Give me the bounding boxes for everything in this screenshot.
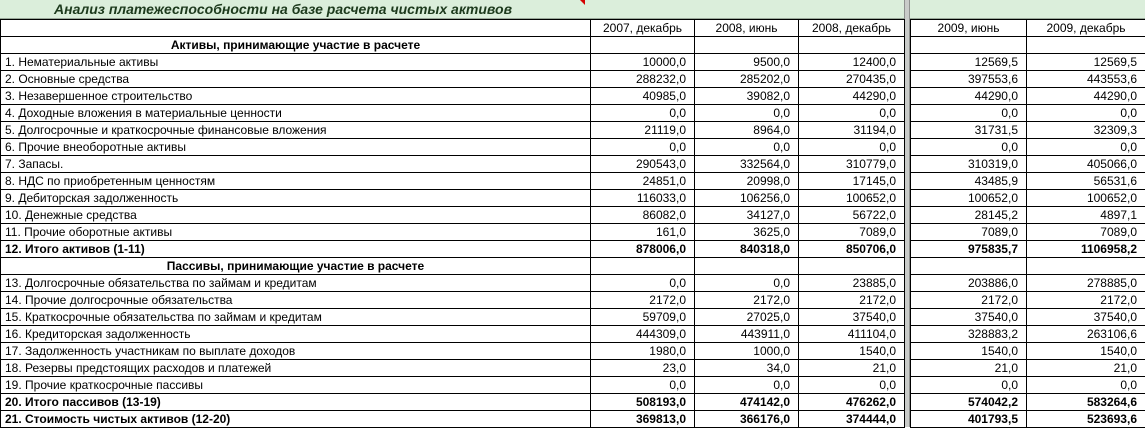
comment-indicator-icon	[580, 0, 585, 5]
value-cell[interactable]: 443911,0	[695, 326, 799, 343]
value-cell[interactable]: 43485,9	[911, 173, 1027, 190]
value-cell[interactable]: 116033,0	[591, 190, 695, 207]
table-row	[911, 173, 1145, 190]
value-cell[interactable]: 21119,0	[591, 122, 695, 139]
row-label[interactable]: 15. Краткосрочные обязательства по займам и кредитам	[1, 309, 591, 326]
value-cell[interactable]: 0,0	[911, 377, 1027, 394]
value-cell[interactable]: 21,0	[799, 360, 905, 377]
empty-cell[interactable]	[695, 258, 799, 275]
value-cell[interactable]: 7089,0	[1027, 224, 1145, 241]
row-label[interactable]: 12. Итого активов (1-11)	[1, 241, 591, 258]
table-row	[911, 309, 1145, 326]
table-row	[911, 139, 1145, 156]
row-label[interactable]: 4. Доходные вложения в материальные ценности	[1, 105, 591, 122]
section-row	[1, 37, 905, 54]
value-cell[interactable]: 12569,5	[1027, 54, 1145, 71]
value-cell[interactable]: 310319,0	[911, 156, 1027, 173]
value-cell[interactable]: 583264,6	[1027, 394, 1145, 411]
value-cell[interactable]: 12400,0	[799, 54, 905, 71]
table-row	[1, 326, 905, 343]
row-label[interactable]: 7. Запасы.	[1, 156, 591, 173]
value-cell[interactable]: 574042,2	[911, 394, 1027, 411]
value-cell[interactable]: 17145,0	[799, 173, 905, 190]
value-cell[interactable]: 2172,0	[1027, 292, 1145, 309]
period-header[interactable]: 2009, июнь	[911, 20, 1027, 37]
table-row	[1, 105, 905, 122]
value-cell[interactable]: 24851,0	[591, 173, 695, 190]
value-cell[interactable]: 878006,0	[591, 241, 695, 258]
value-cell[interactable]: 37540,0	[911, 309, 1027, 326]
value-cell[interactable]: 34,0	[695, 360, 799, 377]
value-cell[interactable]: 2172,0	[695, 292, 799, 309]
table-row	[911, 207, 1145, 224]
table-row	[1, 224, 905, 241]
title-bar	[0, 0, 904, 19]
value-cell[interactable]: 850706,0	[799, 241, 905, 258]
value-cell[interactable]: 1540,0	[799, 343, 905, 360]
empty-cell[interactable]	[911, 258, 1027, 275]
value-cell[interactable]: 0,0	[695, 139, 799, 156]
value-cell[interactable]: 106256,0	[695, 190, 799, 207]
period-header[interactable]: 2009, декабрь	[1027, 20, 1145, 37]
value-cell[interactable]: 31731,5	[911, 122, 1027, 139]
table-row	[1, 275, 905, 292]
table-row	[1, 88, 905, 105]
value-cell[interactable]: 7089,0	[911, 224, 1027, 241]
value-cell[interactable]: 39082,0	[695, 88, 799, 105]
empty-cell[interactable]	[591, 37, 695, 54]
value-cell[interactable]: 20998,0	[695, 173, 799, 190]
value-cell[interactable]: 411104,0	[799, 326, 905, 343]
value-cell[interactable]: 44290,0	[799, 88, 905, 105]
row-label[interactable]: 11. Прочие оборотные активы	[1, 224, 591, 241]
period-header[interactable]: 2007, декабрь	[591, 20, 695, 37]
value-cell[interactable]: 2172,0	[591, 292, 695, 309]
empty-cell[interactable]	[695, 37, 799, 54]
value-cell[interactable]: 328883,2	[911, 326, 1027, 343]
value-cell[interactable]: 443553,6	[1027, 71, 1145, 88]
header-blank-cell[interactable]	[1, 20, 591, 37]
value-cell[interactable]: 7089,0	[799, 224, 905, 241]
table-row	[911, 275, 1145, 292]
table-row	[1, 394, 905, 411]
row-label[interactable]: 13. Долгосрочные обязательства по займам и кредитам	[1, 275, 591, 292]
value-cell[interactable]: 32309,3	[1027, 122, 1145, 139]
value-cell[interactable]: 366176,0	[695, 411, 799, 428]
value-cell[interactable]: 1000,0	[695, 343, 799, 360]
value-cell[interactable]: 508193,0	[591, 394, 695, 411]
value-cell[interactable]: 397553,6	[911, 71, 1027, 88]
value-cell[interactable]: 840318,0	[695, 241, 799, 258]
table-row	[1, 241, 905, 258]
value-cell[interactable]: 288232,0	[591, 71, 695, 88]
table-row	[1, 207, 905, 224]
value-cell[interactable]: 28145,2	[911, 207, 1027, 224]
value-cell[interactable]: 44290,0	[911, 88, 1027, 105]
value-cell[interactable]: 0,0	[799, 377, 905, 394]
value-cell[interactable]: 161,0	[591, 224, 695, 241]
table-row	[1, 173, 905, 190]
row-label[interactable]: 19. Прочие краткосрочные пассивы	[1, 377, 591, 394]
value-cell[interactable]: 59709,0	[591, 309, 695, 326]
section-row	[911, 258, 1145, 275]
value-cell[interactable]: 332564,0	[695, 156, 799, 173]
row-label[interactable]: 21. Стоимость чистых активов (12-20)	[1, 411, 591, 428]
value-cell[interactable]: 523693,6	[1027, 411, 1145, 428]
right-pane-table	[910, 19, 1145, 428]
value-cell[interactable]: 37540,0	[799, 309, 905, 326]
table-row	[911, 224, 1145, 241]
value-cell[interactable]: 100652,0	[911, 190, 1027, 207]
value-cell[interactable]: 278885,0	[1027, 275, 1145, 292]
value-cell[interactable]: 0,0	[799, 105, 905, 122]
row-label[interactable]: 17. Задолженность участникам по выплате доходов	[1, 343, 591, 360]
section-row	[911, 37, 1145, 54]
table-row	[1, 292, 905, 309]
left-pane-table	[0, 19, 905, 428]
table-row	[1, 54, 905, 71]
value-cell[interactable]: 1106958,2	[1027, 241, 1145, 258]
table-row	[911, 394, 1145, 411]
value-cell[interactable]: 23,0	[591, 360, 695, 377]
value-cell[interactable]: 270435,0	[799, 71, 905, 88]
table-row	[911, 241, 1145, 258]
value-cell[interactable]: 21,0	[1027, 360, 1145, 377]
value-cell[interactable]: 290543,0	[591, 156, 695, 173]
table-row	[911, 326, 1145, 343]
table-row	[1, 360, 905, 377]
value-cell[interactable]: 0,0	[1027, 377, 1145, 394]
value-cell[interactable]: 0,0	[591, 275, 695, 292]
value-cell[interactable]: 0,0	[591, 139, 695, 156]
section-label[interactable]: Активы, принимающие участие в расчете	[1, 37, 591, 54]
row-label[interactable]: 8. НДС по приобретенным ценностям	[1, 173, 591, 190]
value-cell[interactable]: 0,0	[911, 139, 1027, 156]
table-row	[1, 411, 905, 428]
sheet-title: Анализ платежеспособности на базе расчета чистых активов	[54, 1, 512, 17]
value-cell[interactable]: 56722,0	[799, 207, 905, 224]
table-row	[1, 309, 905, 326]
title-bar-right	[910, 0, 1145, 19]
value-cell[interactable]: 285202,0	[695, 71, 799, 88]
empty-cell[interactable]	[799, 258, 905, 275]
table-row	[911, 377, 1145, 394]
value-cell[interactable]: 86082,0	[591, 207, 695, 224]
value-cell[interactable]: 405066,0	[1027, 156, 1145, 173]
value-cell[interactable]: 476262,0	[799, 394, 905, 411]
value-cell[interactable]: 9500,0	[695, 54, 799, 71]
value-cell[interactable]: 0,0	[695, 105, 799, 122]
empty-cell[interactable]	[1027, 37, 1145, 54]
period-header[interactable]: 2008, декабрь	[799, 20, 905, 37]
value-cell[interactable]: 34127,0	[695, 207, 799, 224]
table-row	[911, 292, 1145, 309]
table-row	[911, 156, 1145, 173]
table-row	[911, 88, 1145, 105]
value-cell[interactable]: 401793,5	[911, 411, 1027, 428]
value-cell[interactable]: 1540,0	[1027, 343, 1145, 360]
empty-cell[interactable]	[591, 258, 695, 275]
value-cell[interactable]: 0,0	[591, 377, 695, 394]
value-cell[interactable]: 0,0	[911, 105, 1027, 122]
table-row	[1, 139, 905, 156]
row-label[interactable]: 16. Кредиторская задолженность	[1, 326, 591, 343]
value-cell[interactable]: 27025,0	[695, 309, 799, 326]
value-cell[interactable]: 100652,0	[1027, 190, 1145, 207]
table-row	[911, 411, 1145, 428]
section-row	[1, 258, 905, 275]
table-row	[1, 71, 905, 88]
value-cell[interactable]: 310779,0	[799, 156, 905, 173]
value-cell[interactable]: 0,0	[1027, 105, 1145, 122]
table-row	[911, 105, 1145, 122]
value-cell[interactable]: 12569,5	[911, 54, 1027, 71]
value-cell[interactable]: 0,0	[1027, 139, 1145, 156]
table-row	[1, 122, 905, 139]
row-label[interactable]: 2. Основные средства	[1, 71, 591, 88]
row-label[interactable]: 5. Долгосрочные и краткосрочные финансовые вложения	[1, 122, 591, 139]
value-cell[interactable]: 21,0	[911, 360, 1027, 377]
empty-cell[interactable]	[799, 37, 905, 54]
row-label[interactable]: 18. Резервы предстоящих расходов и платежей	[1, 360, 591, 377]
table-row	[1, 190, 905, 207]
value-cell[interactable]: 975835,7	[911, 241, 1027, 258]
value-cell[interactable]: 37540,0	[1027, 309, 1145, 326]
value-cell[interactable]: 31194,0	[799, 122, 905, 139]
value-cell[interactable]: 474142,0	[695, 394, 799, 411]
row-label[interactable]: 10. Денежные средства	[1, 207, 591, 224]
section-label[interactable]: Пассивы, принимающие участие в расчете	[1, 258, 591, 275]
value-cell[interactable]: 1540,0	[911, 343, 1027, 360]
value-cell[interactable]: 40985,0	[591, 88, 695, 105]
value-cell[interactable]: 0,0	[695, 377, 799, 394]
row-label[interactable]: 3. Незавершенное строительство	[1, 88, 591, 105]
period-header[interactable]: 2008, июнь	[695, 20, 799, 37]
value-cell[interactable]: 23885,0	[799, 275, 905, 292]
value-cell[interactable]: 10000,0	[591, 54, 695, 71]
value-cell[interactable]: 2172,0	[799, 292, 905, 309]
value-cell[interactable]: 100652,0	[799, 190, 905, 207]
table-row	[911, 360, 1145, 377]
table-row	[911, 190, 1145, 207]
row-label[interactable]: 6. Прочие внеоборотные активы	[1, 139, 591, 156]
header-row	[1, 20, 905, 37]
value-cell[interactable]: 44290,0	[1027, 88, 1145, 105]
value-cell[interactable]: 3625,0	[695, 224, 799, 241]
table-row	[911, 122, 1145, 139]
row-label[interactable]: 20. Итого пассивов (13-19)	[1, 394, 591, 411]
value-cell[interactable]: 0,0	[799, 139, 905, 156]
table-row	[1, 156, 905, 173]
value-cell[interactable]: 0,0	[591, 105, 695, 122]
value-cell[interactable]: 203886,0	[911, 275, 1027, 292]
table-row	[911, 71, 1145, 88]
row-label[interactable]: 14. Прочие долгосрочные обязательства	[1, 292, 591, 309]
row-label[interactable]: 1. Нематериальные активы	[1, 54, 591, 71]
empty-cell[interactable]	[911, 37, 1027, 54]
value-cell[interactable]: 0,0	[695, 275, 799, 292]
value-cell[interactable]: 4897,1	[1027, 207, 1145, 224]
row-label[interactable]: 9. Дебиторская задолженность	[1, 190, 591, 207]
value-cell[interactable]: 444309,0	[591, 326, 695, 343]
empty-cell[interactable]	[1027, 258, 1145, 275]
value-cell[interactable]: 2172,0	[911, 292, 1027, 309]
table-row	[1, 377, 905, 394]
value-cell[interactable]: 1980,0	[591, 343, 695, 360]
table-row	[1, 343, 905, 360]
header-row	[911, 20, 1145, 37]
value-cell[interactable]: 374444,0	[799, 411, 905, 428]
table-row	[911, 343, 1145, 360]
value-cell[interactable]: 369813,0	[591, 411, 695, 428]
value-cell[interactable]: 56531,6	[1027, 173, 1145, 190]
value-cell[interactable]: 8964,0	[695, 122, 799, 139]
table-row	[911, 54, 1145, 71]
value-cell[interactable]: 263106,6	[1027, 326, 1145, 343]
